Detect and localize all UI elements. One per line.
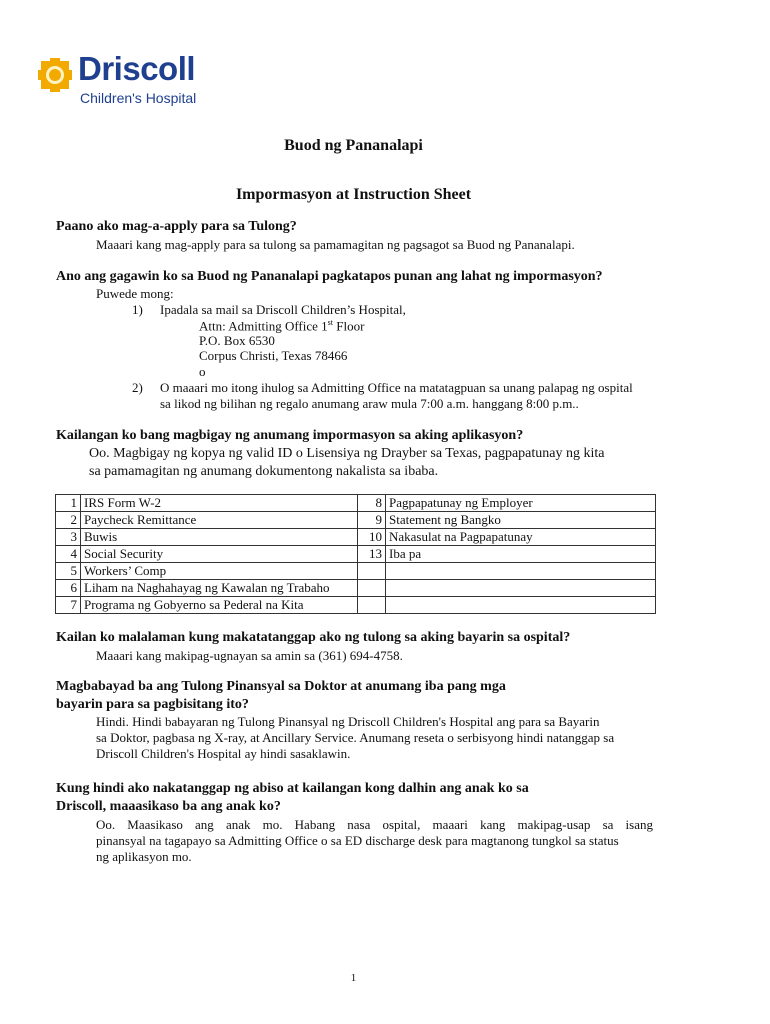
table-row <box>56 580 656 597</box>
answer-doctor-fees-line2: sa Doktor, pagbasa ng X-ray, at Ancillary Service. Anumang reseta o serbisyong hindi natanggap sa <box>96 730 615 745</box>
driscoll-logo <box>38 50 210 108</box>
question-required-info: Kailangan ko bang magbigay ng anumang impormasyon sa aking aplikasyon? <box>56 428 524 443</box>
doc-number: 9 <box>358 512 386 529</box>
doc-label: Pagpapatunay ng Employer <box>386 495 656 512</box>
doc-number: 4 <box>56 546 81 563</box>
table-row <box>56 495 656 512</box>
doc-number: 8 <box>358 495 386 512</box>
answer-intro: Puwede mong: <box>96 286 174 301</box>
answer-no-notice-line1: Oo. Maasikaso ang anak mo. Habang nasa ospital, maaari kang makipag-usap sa isang <box>96 817 653 832</box>
doc-label: Statement ng Bangko <box>386 512 656 529</box>
answer-no-notice-line2: pinansyal na tagapayo sa Admitting Office o sa ED discharge desk para magtanong tungkol sa status <box>96 833 619 848</box>
dropoff-option-line2: sa likod ng bilihan ng regalo anumang araw mula 7:00 a.m. hanggang 8:00 p.m.. <box>160 396 579 411</box>
doc-number <box>358 597 386 614</box>
doc-number <box>358 580 386 597</box>
page-number: 1 <box>350 972 357 984</box>
table-row <box>56 512 656 529</box>
doc-number: 1 <box>56 495 81 512</box>
doc-label: Iba pa <box>386 546 656 563</box>
doc-number: 3 <box>56 529 81 546</box>
document-subtitle: Impormasyon at Instruction Sheet <box>235 186 472 203</box>
sun-logo-icon <box>38 58 72 92</box>
dropoff-option-line1: O maaari mo itong ihulog sa Admitting Office na matatagpuan sa unang palapag ng ospital <box>160 380 633 395</box>
list-number-1: 1) <box>132 302 143 317</box>
question-doctor-fees-line2: bayarin para sa pagbisitang ito? <box>56 697 249 712</box>
doc-label <box>386 563 656 580</box>
answer-required-info-line2: sa pamamagitan ng anumang dokumentong nakalista sa ibaba. <box>89 464 439 479</box>
doc-number: 5 <box>56 563 81 580</box>
logo-subtitle: Children's Hospital <box>80 90 197 106</box>
table-row <box>56 546 656 563</box>
doc-label <box>386 597 656 614</box>
doc-label: IRS Form W-2 <box>81 495 358 512</box>
logo-name: Driscoll <box>78 50 196 87</box>
address-city: Corpus Christi, Texas 78466 <box>199 348 348 363</box>
answer-no-notice-line3: ng aplikasyon mo. <box>96 849 192 864</box>
doc-label <box>386 580 656 597</box>
address-attn: Attn: Admitting Office 1st Floor <box>199 318 365 334</box>
answer-doctor-fees-line3: Driscoll Children's Hospital ay hindi sasaklawin. <box>96 746 351 761</box>
list-number-2: 2) <box>132 380 143 395</box>
address-po-box: P.O. Box 6530 <box>199 333 275 348</box>
table-row <box>56 597 656 614</box>
doc-number: 6 <box>56 580 81 597</box>
doc-label: Social Security <box>81 546 358 563</box>
doc-label: Workers’ Comp <box>81 563 358 580</box>
document-title: Buod ng Pananalapi <box>284 137 423 154</box>
question-after-fill: Ano ang gagawin ko sa Buod ng Pananalapi pagkatapos punan ang lahat ng impormasyon? <box>56 269 603 284</box>
mail-option: Ipadala sa mail sa Driscoll Children’s Hospital, <box>160 302 406 317</box>
documents-table <box>55 494 656 614</box>
doc-label: Paycheck Remittance <box>81 512 358 529</box>
doc-number <box>358 563 386 580</box>
answer-contact: Maaari kang makipag-ugnayan sa amin sa (361) 694-4758. <box>96 648 403 663</box>
or-separator: o <box>199 364 206 379</box>
question-no-notice-line1: Kung hindi ako nakatanggap ng abiso at kailangan kong dalhin ang anak ko sa <box>56 781 529 796</box>
answer-doctor-fees-line1: Hindi. Hindi babayaran ng Tulong Pinansyal ng Driscoll Children's Hospital ang para sa Bayarin <box>96 714 600 729</box>
answer-apply: Maaari kang mag-apply para sa tulong sa pamamagitan ng pagsagot sa Buod ng Pananalapi. <box>96 237 575 252</box>
doc-label: Buwis <box>81 529 358 546</box>
question-when-notified: Kailan ko malalaman kung makatatanggap ako ng tulong sa aking bayarin sa ospital? <box>56 630 571 645</box>
doc-label: Nakasulat na Pagpapatunay <box>386 529 656 546</box>
doc-label: Programa ng Gobyerno sa Pederal na Kita <box>81 597 358 614</box>
doc-label: Liham na Naghahayag ng Kawalan ng Trabaho <box>81 580 358 597</box>
table-row <box>56 529 656 546</box>
question-apply: Paano ako mag-a-apply para sa Tulong? <box>56 219 297 234</box>
question-doctor-fees-line1: Magbabayad ba ang Tulong Pinansyal sa Doktor at anumang iba pang mga <box>56 679 506 694</box>
question-no-notice-line2: Driscoll, maaasikaso ba ang anak ko? <box>56 799 281 814</box>
doc-number: 10 <box>358 529 386 546</box>
doc-number: 7 <box>56 597 81 614</box>
doc-number: 2 <box>56 512 81 529</box>
table-row <box>56 563 656 580</box>
answer-required-info-line1: Oo. Magbigay ng kopya ng valid ID o Lisensiya ng Drayber sa Texas, pagpapatunay ng kita <box>89 446 605 461</box>
doc-number: 13 <box>358 546 386 563</box>
